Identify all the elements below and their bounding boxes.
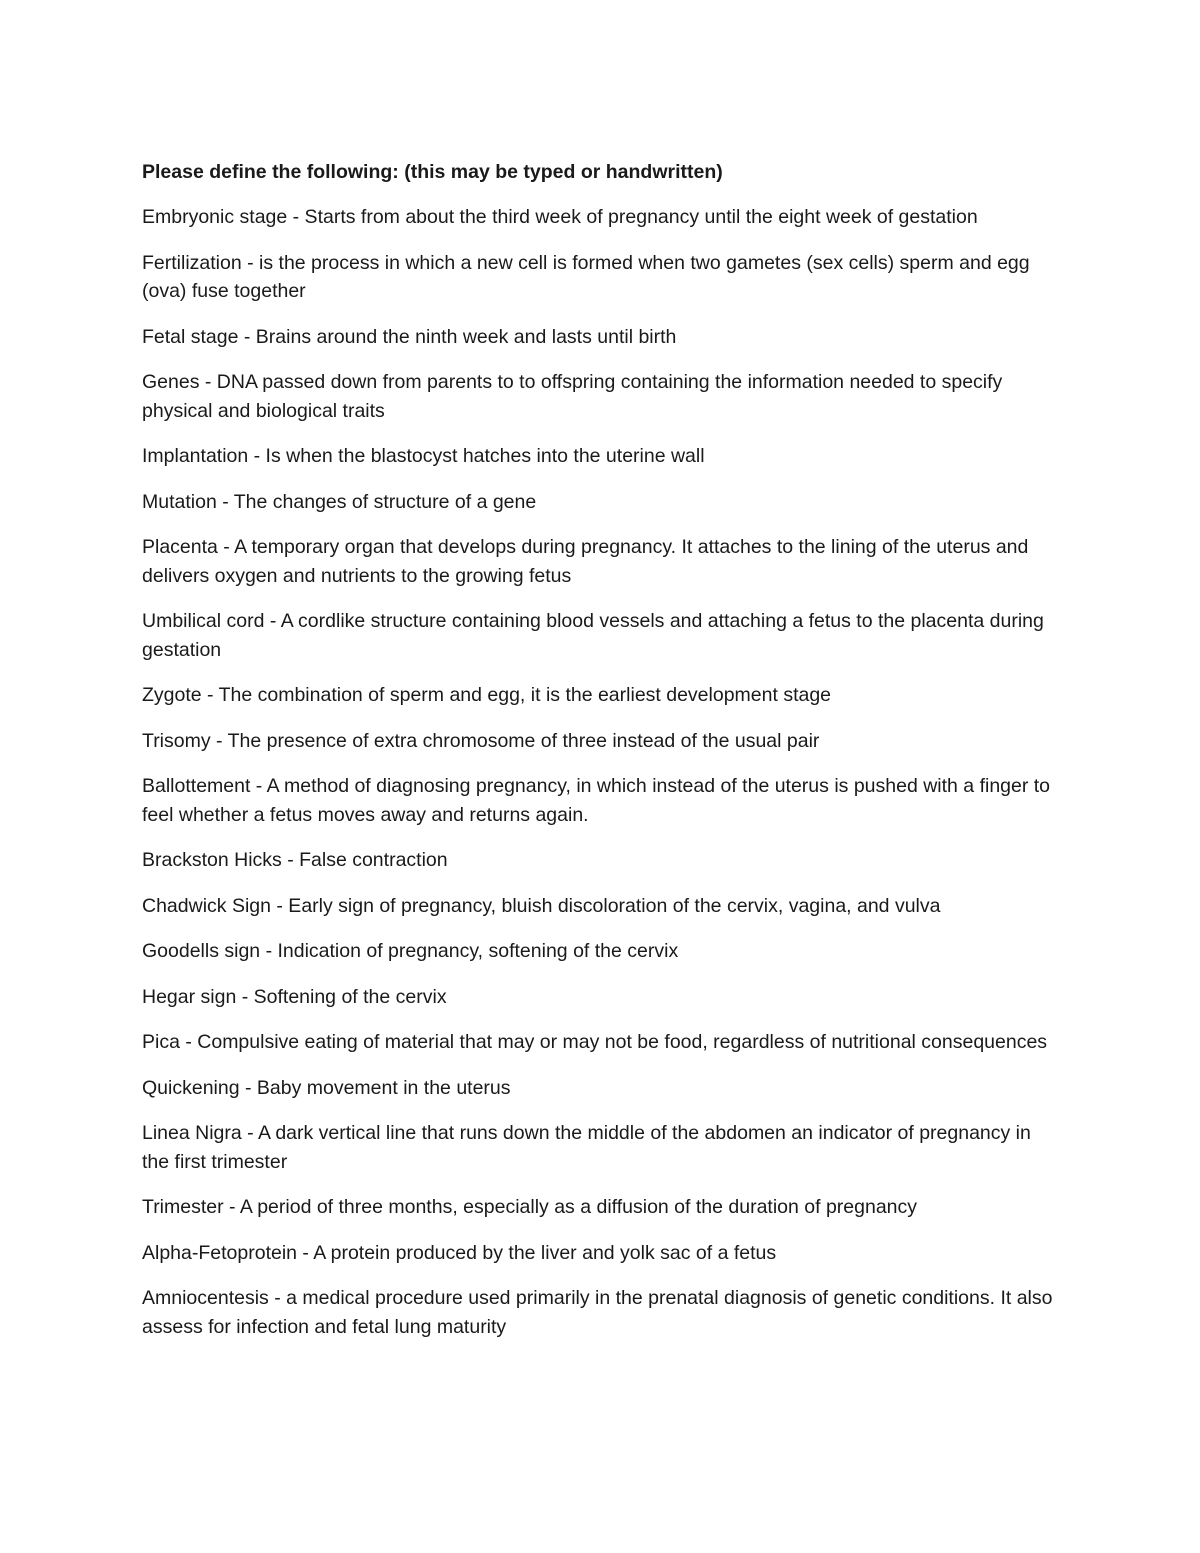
definition-placenta: Placenta - A temporary organ that develops during pregnancy. It attaches to the lining of the uterus and delivers oxygen and nutrients to the growing fetus [142,536,1029,587]
definition-embryonic-stage: Embryonic stage - Starts from about the third week of pregnancy until the eight week of gestation [142,206,978,228]
definition-trimester: Trimester - A period of three months, especially as a diffusion of the duration of pregnancy [142,1196,918,1218]
definition-zygote: Zygote - The combination of sperm and egg, it is the earliest development stage [142,684,832,706]
definition-ballottement: Ballottement - A method of diagnosing pregnancy, in which instead of the uterus is pushed with a finger to feel whether a fetus moves away and returns again. [142,775,1051,826]
definition-mutation: Mutation - The changes of structure of a gene [142,490,537,513]
definition-goodells-sign: Goodells sign - Indication of pregnancy, softening of the cervix [142,940,679,962]
document-page [142,158,1057,1358]
document-heading: Please define the following: (this may be typed or handwritten) [142,161,723,183]
definition-pica: Pica - Compulsive eating of material that may or may not be food, regardless of nutritional consequences [142,1031,1048,1053]
definition-fertilization: Fertilization - is the process in which a new cell is formed when two gametes (sex cells) sperm and egg (ova) fuse together [142,251,1030,302]
definition-genes: Genes - DNA passed down from parents to to offspring containing the information needed to specify physical and biological traits [142,371,1003,422]
definition-quickening: Quickening - Baby movement in the uterus [142,1076,511,1099]
definition-hegar-sign: Hegar sign - Softening of the cervix [142,985,447,1008]
definition-implantation: Implantation - Is when the blastocyst hatches into the uterine wall [142,445,705,467]
definition-umbilical-cord: Umbilical cord - A cordlike structure containing blood vessels and attaching a fetus to the placenta during gestation [142,610,1044,661]
definition-brackston-hicks: Brackston Hicks - False contraction [142,849,448,871]
definition-alpha-fetoprotein: Alpha-Fetoprotein - A protein produced by the liver and yolk sac of a fetus [142,1241,777,1264]
definition-linea-nigra: Linea Nigra - A dark vertical line that runs down the middle of the abdomen an indicator of pregnancy in the first trimester [142,1122,1031,1173]
definition-trisomy: Trisomy - The presence of extra chromosome of three instead of the usual pair [142,729,820,752]
definition-amniocentesis: Amniocentesis - a medical procedure used primarily in the prenatal diagnosis of genetic conditions. It also assess for infection and fetal lung maturity [142,1287,1053,1338]
definition-fetal-stage: Fetal stage - Brains around the ninth week and lasts until birth [142,325,677,348]
definition-chadwick-sign: Chadwick Sign - Early sign of pregnancy, bluish discoloration of the cervix, vagina, and vulva [142,894,941,917]
